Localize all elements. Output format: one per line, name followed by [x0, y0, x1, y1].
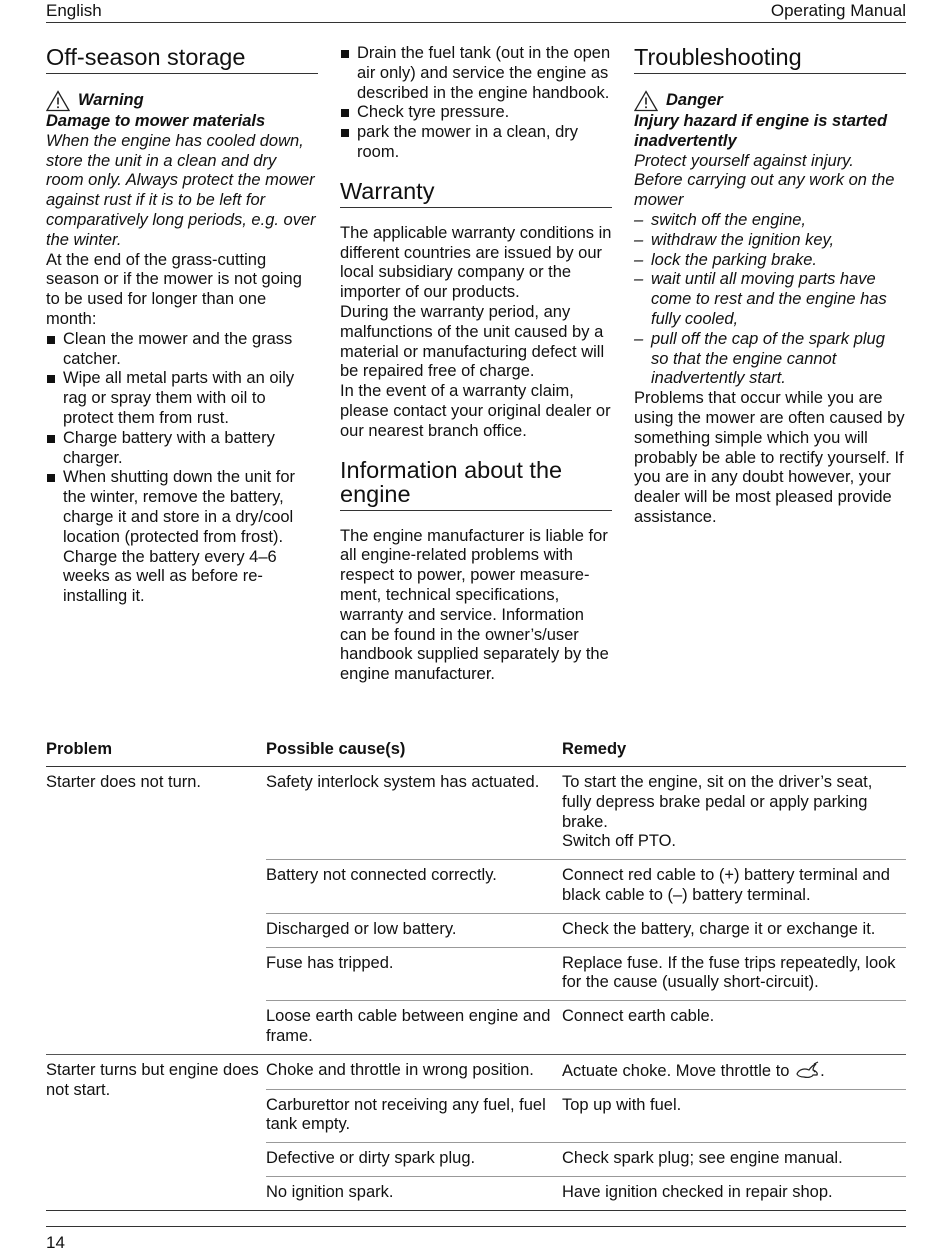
- column-offseason: [46, 40, 318, 607]
- danger-title: [634, 90, 906, 112]
- table-row: [266, 948, 906, 1002]
- column-header-remedy: Remedy: [562, 740, 627, 758]
- danger-text: Protect yourself against injury.: [634, 151, 854, 170]
- offseason-intro: At the end of the grass-cutting season or if the mower is not going to be used for longer than one month:: [46, 250, 302, 328]
- safety-steps-list: [634, 211, 906, 389]
- engine-info-heading: Information about the engine: [340, 458, 612, 511]
- cause-cell: Battery not connected correctly.: [266, 866, 497, 885]
- header-language: English: [46, 1, 102, 20]
- cause-cell: Defective or dirty spark plug.: [266, 1149, 476, 1168]
- offseason-heading: Off-season storage: [46, 45, 318, 74]
- troubleshooting-table: [46, 740, 906, 1211]
- list-item: Charge battery with a battery charger.: [46, 429, 318, 469]
- list-item: Wipe all metal parts with an oily rag or spray them with oil to protect them from rust.: [46, 369, 318, 428]
- cause-cell: Choke and throttle in wrong position.: [266, 1060, 534, 1079]
- remedy-cell: Connect earth cable.: [562, 1007, 715, 1026]
- list-item: Clean the mower and the grass catcher.: [46, 330, 318, 370]
- column-warranty: [340, 44, 612, 685]
- warning-title: [46, 90, 318, 112]
- problem-cell: Starter does not turn.: [46, 773, 202, 791]
- table-group: [46, 1055, 906, 1211]
- troubleshooting-heading-block: [634, 45, 906, 74]
- offseason-heading-block: [46, 45, 318, 74]
- column-header-cause: Possible cause(s): [266, 740, 406, 758]
- troubleshooting-closing: Problems that occur while you are using the mower are often caused by something simple which you will probably be able to rectify yourself. If you are in any doubt however, your dealer will be most pleased provide assistance.: [634, 389, 905, 526]
- cause-cell: Loose earth cable between engine and frame.: [266, 1007, 551, 1045]
- list-item: park the mower in a clean, dry room.: [340, 123, 612, 163]
- warranty-paragraph: The applicable warranty conditions in different countries are issued by our local subsidiary company or the importer of our products.: [340, 223, 612, 302]
- page-footer: [46, 1226, 906, 1252]
- cause-cell: Carburettor not receiving any fuel, fuel tank empty.: [266, 1095, 546, 1134]
- warranty-heading: Warranty: [340, 179, 612, 208]
- problem-cell: Starter turns but engine does not start.: [46, 1060, 259, 1099]
- danger-subtitle: Injury hazard if engine is started inadvertently: [634, 112, 888, 150]
- remedy-cell: Replace fuse. If the fuse trips repeatedly, look for the cause (usually short-circuit).: [562, 953, 896, 992]
- table-row: [266, 1177, 906, 1210]
- offseason-list: [46, 330, 318, 607]
- table-group: [46, 767, 906, 1055]
- list-item: – pull off the cap of the spark plug so that the engine cannot inadvertently start.: [634, 330, 906, 389]
- remedy-text: To start the engine, sit on the driver’s seat, fully depress brake pedal or apply parking brake.: [562, 773, 873, 831]
- column-troubleshooting: [634, 40, 906, 528]
- table-row: [266, 860, 906, 914]
- cause-cell: Safety interlock system has actuated.: [266, 773, 540, 791]
- warranty-paragraph: During the warranty period, any malfunctions of the unit caused by a material or manufacturing defect will be repaired free of charge.: [340, 302, 605, 381]
- remedy-text-end: .: [820, 1061, 825, 1080]
- list-item: – wait until all moving parts have come to rest and the engine has fully cooled,: [634, 270, 906, 329]
- remedy-cell: Check spark plug; see engine manual.: [562, 1149, 843, 1168]
- remedy-cell: Check the battery, charge it or exchange it.: [562, 919, 876, 938]
- table-row: [266, 1055, 906, 1090]
- list-item: – switch off the engine,: [634, 211, 906, 231]
- table-group-rows: [266, 1055, 906, 1210]
- table-row: [266, 914, 906, 948]
- header-document-title: Operating Manual: [770, 1, 906, 20]
- troubleshooting-heading: Troubleshooting: [634, 45, 906, 74]
- table-row: [266, 1090, 906, 1144]
- page-number: 14: [46, 1233, 65, 1252]
- danger-label: Danger: [666, 91, 723, 110]
- remedy-cell: Connect red cable to (+) battery terminal and black cable to (–) battery terminal.: [562, 866, 890, 904]
- cause-cell: Discharged or low battery.: [266, 919, 457, 938]
- remedy-cell: Top up with fuel.: [562, 1095, 682, 1114]
- remedy-cell: [562, 767, 906, 859]
- list-item: – lock the parking brake.: [634, 251, 906, 271]
- danger-text: Before carrying out any work on the mower: [634, 171, 895, 210]
- offseason-list-continued: [340, 44, 612, 163]
- warning-text: When the engine has cooled down, store the unit in a clean and dry room only. Always protect the mower against rust if it is to be left for comparatively long periods, e.g. over the winter.: [46, 131, 316, 249]
- engine-info-text: The engine manufacturer is liable for all engine-related problems with respect to power, power measure-ment, technical specifications, warranty and service. Information can be found in the owner’s/user handbook supplied separately by the engine manufacturer.: [340, 526, 609, 684]
- remedy-cell: [562, 1055, 906, 1089]
- list-item: Drain the fuel tank (out in the open air only) and service the engine as described in the engine handbook.: [340, 44, 612, 103]
- list-item: – withdraw the ignition key,: [634, 231, 906, 251]
- engine-heading-block: [340, 458, 612, 511]
- remedy-text: Actuate choke. Move throttle to: [562, 1061, 790, 1080]
- table-group-rows: [266, 767, 906, 1054]
- warranty-heading-block: [340, 179, 612, 208]
- warning-triangle-icon: [634, 90, 658, 112]
- remedy-text: Switch off PTO.: [562, 832, 677, 851]
- page-header: [46, 1, 906, 23]
- list-item: When shutting down the unit for the winter, remove the battery, charge it and store in a dry/cool location (protected from frost). Charge the battery every 4–6 weeks as well as before re-installing it.: [46, 468, 318, 607]
- cause-cell: Fuse has tripped.: [266, 953, 394, 972]
- hare-throttle-icon: [794, 1061, 820, 1079]
- warning-label: Warning: [78, 91, 144, 110]
- table-row: [266, 1001, 906, 1054]
- table-row: [266, 767, 906, 860]
- list-item: Check tyre pressure.: [340, 103, 612, 123]
- table-header: [46, 740, 906, 767]
- cause-cell: No ignition spark.: [266, 1182, 394, 1201]
- table-row: [266, 1143, 906, 1177]
- warning-triangle-icon: [46, 90, 70, 112]
- warning-subtitle: Damage to mower materials: [46, 112, 266, 130]
- column-header-problem: Problem: [46, 740, 113, 758]
- remedy-cell: Have ignition checked in repair shop.: [562, 1182, 833, 1201]
- warranty-paragraph: In the event of a warranty claim, please contact your original dealer or our nearest branch office.: [340, 382, 611, 440]
